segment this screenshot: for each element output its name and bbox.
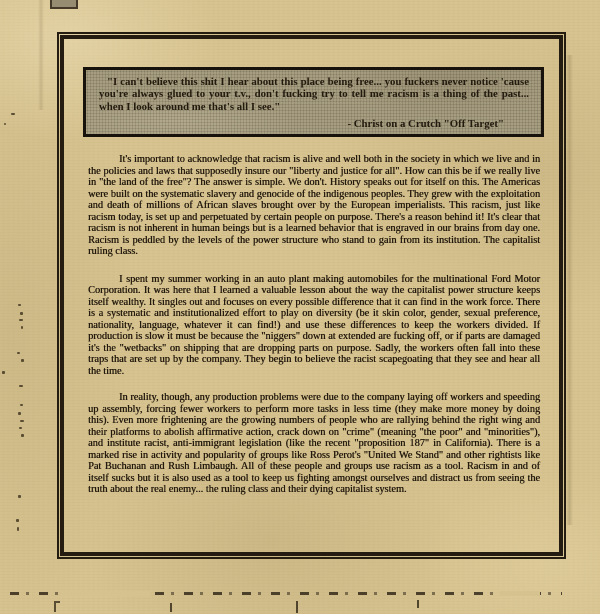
scan-bracket-mark — [54, 601, 60, 612]
scan-speck — [21, 359, 24, 362]
scan-speck — [17, 527, 19, 531]
scan-speck — [21, 326, 23, 329]
scan-speck — [19, 385, 23, 387]
scan-speck — [4, 123, 6, 125]
scan-speck — [20, 312, 23, 315]
scan-speck — [19, 427, 22, 429]
quote-box — [83, 67, 544, 137]
paragraph-2: I spent my summer working in an auto plant making automobiles for the multinational Ford Motor Corporation. It was here that I learned a valuable lesson about the way the capitalist power structure keeps itself wealthy. It singles out and focuses on every possible difference that it can find in the work force. There is a systematic and institutionalized effort to play on diversity (be it skin color, gender, sexual preference, nationality, language, whatever it can find!) and use these differences to keep the workers divided. If production is slow it must be because the "niggers" down at extended are fucking off, or if parts are damaged it's the "wetbacks" on shipping that are dropping parts on purpose. Sadly, the workers often fall into these traps that are set up by the company. They begin to believe the racist scapegoating that they see and hear all the time. — [88, 273, 540, 377]
scan-speck — [18, 304, 21, 306]
perforation-gap — [60, 591, 150, 596]
paragraph-1: It's important to acknowledge that racism is alive and well both in the society in which we live and in the policies and laws that supposedly insure our "liberty and justice for all". How can this be if we really live in "the land of the free"? The answer is simple. We don't. History speaks out for itself on this. The Americas were built on the systematic slavery and genocide of the indigenous peoples. They grew with the exploitation and death of millions of African slaves brought over by the European imperialists. This racism, just like racism today, is set up and perpetuated by certain people on purpose. There's a reason behind it! It's clear that racism is not inherent in human beings but is a learned behavior that is engraved in our brains from day one. Racism is peddled by the levels of the power structure who stand to gain from its institution. The capitalist ruling class. — [88, 154, 540, 257]
scan-speck — [20, 420, 24, 422]
scan-speck — [20, 404, 23, 406]
scan-speck — [11, 113, 15, 115]
scan-speck — [18, 495, 21, 498]
scan-speck — [18, 412, 21, 415]
scan-tick — [296, 601, 298, 613]
scan-speck — [17, 352, 20, 354]
quote-text: "I can't believe this shit I hear about this place being free... you fuckers never notice 'cause you're always glued to your t.v., don't fucking try to tell me racism is a thing of the past... when I look around me that's all I see." — [99, 76, 529, 113]
scan-speck — [21, 434, 24, 437]
binding-mark — [50, 0, 78, 9]
paper-crease-right — [566, 55, 573, 525]
perforation-gap — [500, 591, 540, 596]
scan-speck — [16, 519, 19, 522]
scan-tick — [170, 603, 172, 612]
scan-tick — [417, 600, 419, 608]
paragraph-3: In reality, though, any production problems were due to the company laying off workers and speeding up assembly, forcing fewer workers to perform more tasks in less time (they make more money by doing this). Even more frightening are the growing numbers of people who are rallying behind the right wing and their platforms to abolish affirmative action, crack down on "crime" (meaning "the poor" and "minorities"), and institute racist, anti-immigrant legislation (like the recent "proposition 187" in California). There is a marked rise in activity and popularity of groups like Ross Perot's "United We Stand" and other rightists like Pat Buchanan and Rush Limbaugh. All of these people and groups use racism as a tool. Racism in and of itself sucks but it is also used as a tool to keep us fighting amongst ourselves and distract us from seeing the truth about the real enemy... the ruling class and their dying capitalist system. — [88, 392, 540, 495]
quote-attribution: - Christ on a Crutch "Off Target" — [347, 118, 504, 131]
scan-speck — [19, 319, 23, 321]
paper-crease-left — [38, 0, 44, 110]
scan-speck — [2, 371, 5, 374]
article-text — [88, 154, 540, 496]
